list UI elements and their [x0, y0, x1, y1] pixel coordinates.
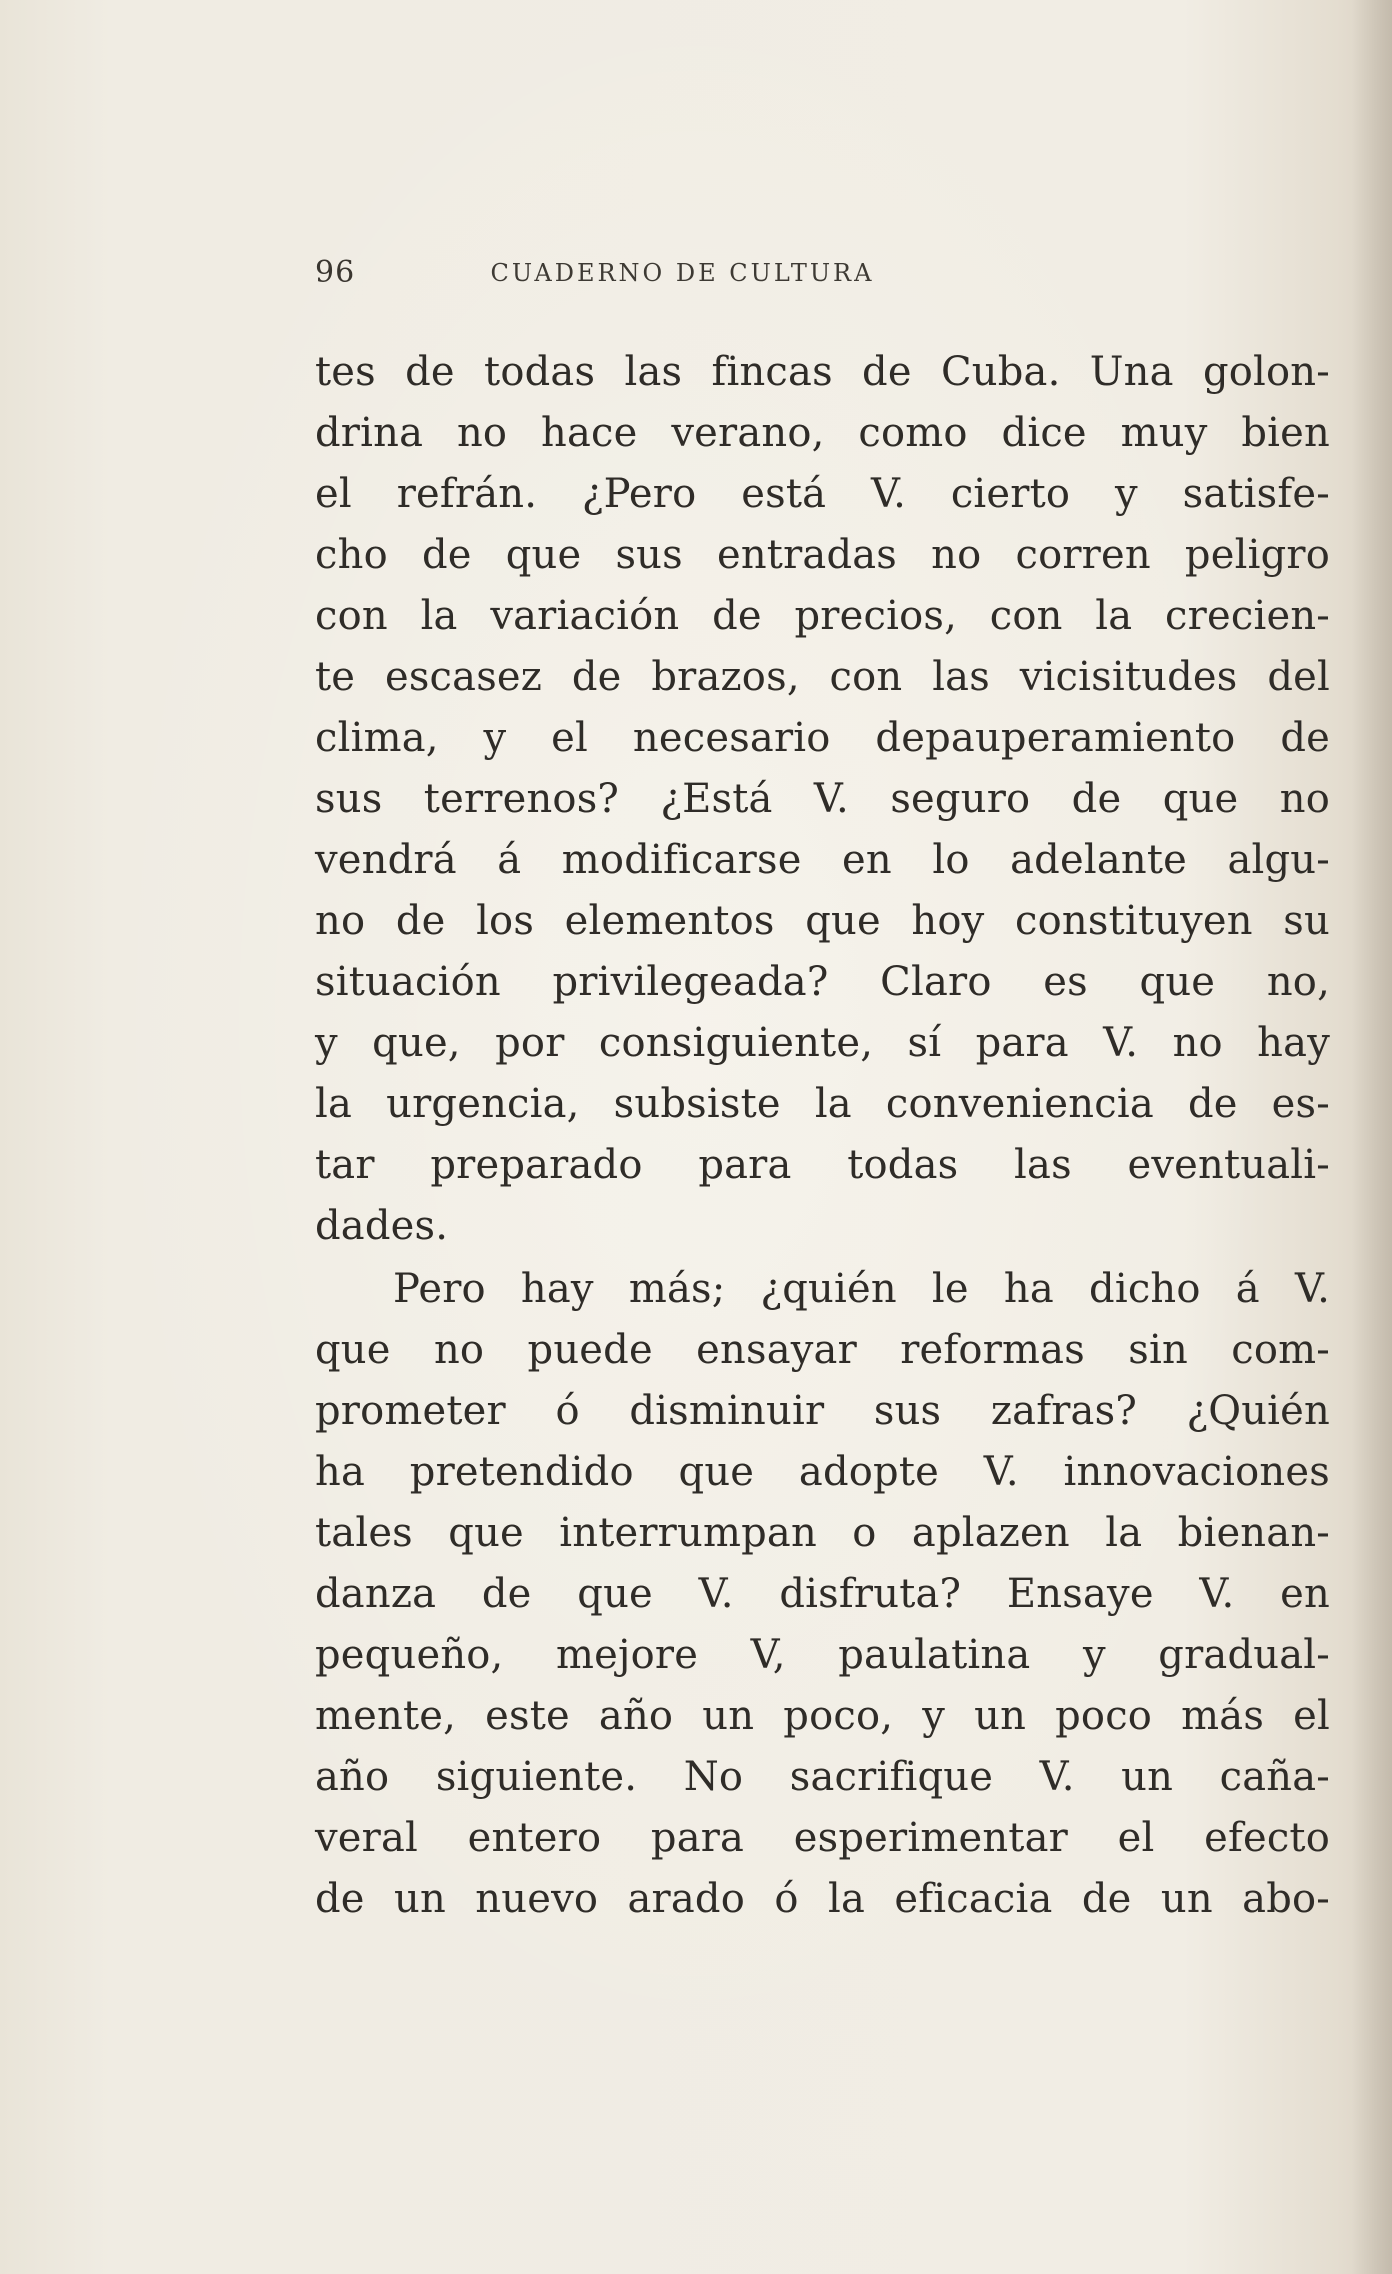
body-text	[315, 342, 1330, 1930]
text-line: danza de que V. disfruta? Ensaye V. en	[315, 1571, 1330, 1617]
text-line: mente, este año un poco, y un poco más el	[315, 1693, 1330, 1739]
text-line: sus terrenos? ¿Está V. seguro de que no	[315, 776, 1330, 822]
text-line: Pero hay más; ¿quién le ha dicho á V.	[393, 1266, 1330, 1312]
running-title: CUADERNO DE CULTURA	[490, 259, 875, 287]
text-line: la urgencia, subsiste la conveniencia de es-	[315, 1081, 1330, 1127]
text-line: el refrán. ¿Pero está V. cierto y satisfe-	[315, 471, 1330, 517]
text-line: pequeño, mejore V, paulatina y gradual-	[315, 1632, 1330, 1678]
text-line: veral entero para esperimentar el efecto	[315, 1815, 1330, 1861]
text-line: no de los elementos que hoy constituyen su	[315, 898, 1330, 944]
text-line: tes de todas las fincas de Cuba. Una golon-	[315, 349, 1330, 395]
text-line: prometer ó disminuir sus zafras? ¿Quién	[315, 1388, 1330, 1434]
text-line: tales que interrumpan o aplazen la bienan-	[315, 1510, 1330, 1556]
text-line: ha pretendido que adopte V. innovaciones	[315, 1449, 1330, 1495]
text-line: con la variación de precios, con la crecien-	[315, 593, 1330, 639]
text-line: tar preparado para todas las eventuali-	[315, 1142, 1330, 1188]
paragraph-2	[315, 1259, 1330, 1930]
paragraph-1	[315, 342, 1330, 1257]
text-line: que no puede ensayar reformas sin com-	[315, 1327, 1330, 1373]
text-line: clima, y el necesario depauperamiento de	[315, 715, 1330, 761]
text-line: drina no hace verano, como dice muy bien	[315, 410, 1330, 456]
spine-shadow	[1352, 0, 1392, 2274]
text-line: de un nuevo arado ó la eficacia de un abo-	[315, 1876, 1330, 1922]
text-line: año siguiente. No sacrifique V. un caña-	[315, 1754, 1330, 1800]
text-line: te escasez de brazos, con las vicisitudes del	[315, 654, 1330, 700]
text-line: dades.	[315, 1203, 449, 1249]
text-line: vendrá á modificarse en lo adelante algu-	[315, 837, 1330, 883]
page-number: 96	[315, 255, 356, 290]
text-line: cho de que sus entradas no corren peligro	[315, 532, 1330, 578]
text-line: situación privilegeada? Claro es que no,	[315, 959, 1330, 1005]
running-head	[315, 255, 1050, 295]
text-line: y que, por consiguiente, sí para V. no hay	[315, 1020, 1330, 1066]
